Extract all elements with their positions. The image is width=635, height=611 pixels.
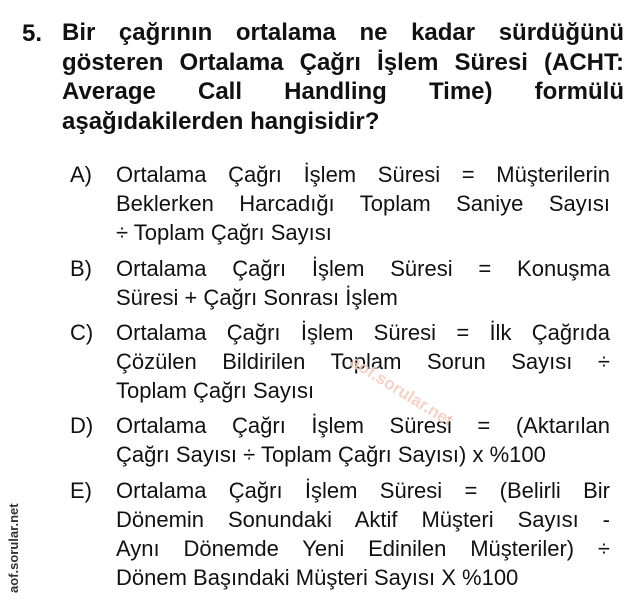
option-line: Ortalama Çağrı İşlem Süresi = (Belirli Bir bbox=[116, 478, 610, 503]
question-number: 5. bbox=[22, 20, 43, 47]
question-line: gösteren Ortalama Çağrı İşlem Süresi (ACHT: bbox=[62, 48, 624, 76]
option-line: Çağrı Sayısı ÷ Toplam Çağrı Sayısı) x %100 bbox=[116, 442, 546, 467]
option-line: Ortalama Çağrı İşlem Süresi = (Aktarılan bbox=[116, 413, 610, 438]
option-a-text[interactable] bbox=[116, 160, 610, 247]
option-e-letter[interactable]: E) bbox=[70, 478, 92, 503]
option-c-letter[interactable]: C) bbox=[70, 320, 94, 345]
option-line: Süresi + Çağrı Sonrası İşlem bbox=[116, 285, 398, 310]
option-line: Ortalama Çağrı İşlem Süresi = İlk Çağrıda bbox=[116, 320, 610, 345]
option-line: Çözülen Bildirilen Toplam Sorun Sayısı ÷ bbox=[116, 349, 610, 374]
center-watermark: aof.sorular.net bbox=[346, 352, 457, 431]
option-line: Dönemin Sonundaki Aktif Müşteri Sayısı - bbox=[116, 507, 610, 532]
option-line: Ortalama Çağrı İşlem Süresi = Konuşma bbox=[116, 256, 610, 281]
side-watermark: aof.sorular.net bbox=[6, 503, 21, 593]
option-a-letter[interactable]: A) bbox=[70, 162, 92, 187]
option-line: Beklerken Harcadığı Toplam Saniye Sayısı bbox=[116, 191, 610, 216]
option-d-letter[interactable]: D) bbox=[70, 413, 94, 438]
option-line: Toplam Çağrı Sayısı bbox=[116, 378, 315, 403]
option-line: Aynı Dönemde Yeni Edinilen Müşteriler) ÷ bbox=[116, 536, 610, 561]
option-b-text[interactable] bbox=[116, 254, 610, 312]
option-line: ÷ Toplam Çağrı Sayısı bbox=[116, 220, 332, 245]
option-line: Dönem Başındaki Müşteri Sayısı X %100 bbox=[116, 565, 519, 590]
question-line: aşağıdakilerden hangisidir? bbox=[62, 107, 380, 135]
question-line: Bir çağrının ortalama ne kadar sürdüğünü bbox=[62, 19, 624, 46]
option-b-letter[interactable]: B) bbox=[70, 256, 92, 281]
option-e-text[interactable] bbox=[116, 476, 610, 592]
question-text bbox=[62, 18, 624, 136]
option-d-text[interactable] bbox=[116, 411, 610, 469]
question-line: Average Call Handling Time) formülü bbox=[62, 78, 624, 105]
option-line: Ortalama Çağrı İşlem Süresi = Müşterilerin bbox=[116, 162, 610, 187]
